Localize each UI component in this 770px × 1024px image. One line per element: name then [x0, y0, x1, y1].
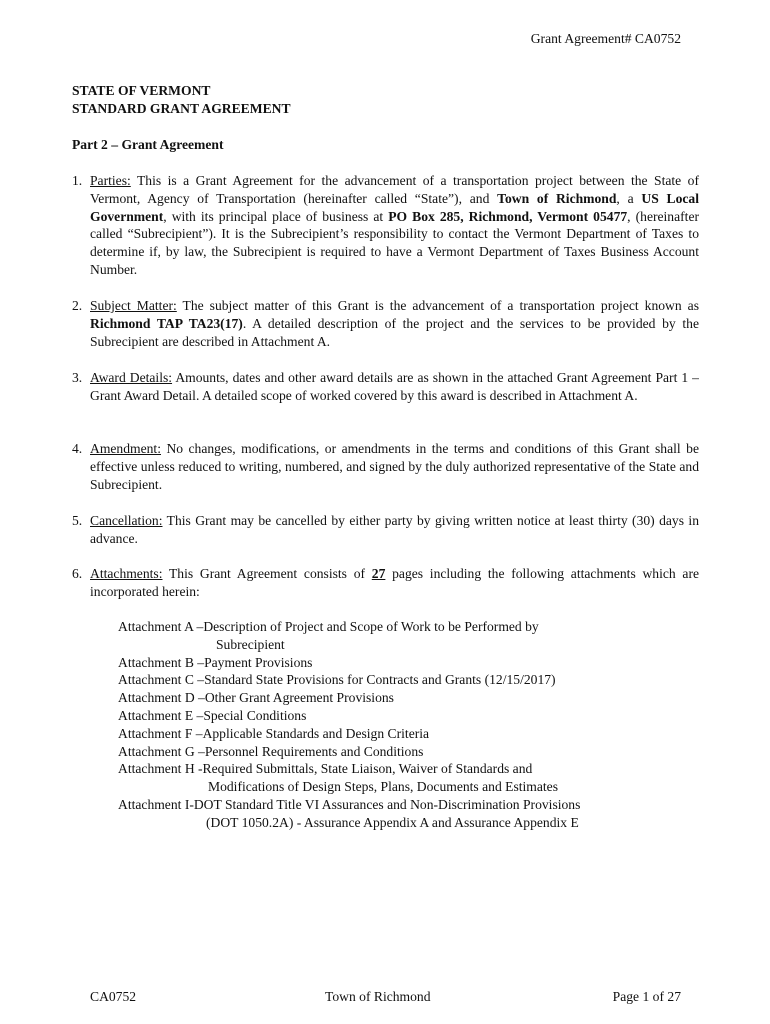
attachment-f: Attachment F –Applicable Standards and Design Criteria — [118, 725, 430, 741]
clause-number: 6. — [72, 566, 83, 581]
attachment-i-continued: (DOT 1050.2A) - Assurance Appendix A and Assurance Appendix E — [206, 814, 579, 830]
clause-text: The subject matter of this Grant is the advancement of a transportation project known as — [176, 298, 699, 313]
clause-text: , a — [616, 190, 642, 206]
attachment-a-continued: Subrecipient — [216, 636, 285, 652]
clause-text: pages including the following attachments which are incorporated herein: — [90, 566, 700, 599]
document-title — [72, 82, 291, 118]
clause-heading: Cancellation: — [90, 513, 163, 528]
footer-grantee: Town of Richmond — [325, 989, 431, 1004]
agreement-reference: Grant Agreement# CA0752 — [530, 31, 681, 46]
attachment-i: Attachment I-DOT Standard Title VI Assurances and Non-Discrimination Provisions — [118, 796, 581, 812]
clause-subject-matter — [72, 297, 699, 350]
clause-text: , (hereinafter called “Subrecipient”). It is the Subrecipient’s responsibility to contact the Vermont Department of Taxes to determine if, by law, the Subrecipient is required to have a Vermont Department of Taxes Business Account Number. — [90, 208, 700, 277]
attachment-h: Attachment H -Required Submittals, State Liaison, Waiver of Standards and — [118, 761, 533, 777]
clause-heading: Award Details: — [90, 370, 173, 385]
clause-text: Amounts, dates and other award details are as shown in the attached Grant Agreement Part 1 – Grant Award Detail. A detailed scope of worked covered by this award is described in Attachment A. — [90, 370, 699, 403]
clause-body — [90, 512, 699, 548]
clause-number: 4. — [72, 441, 83, 456]
clause-heading: Amendment: — [90, 441, 161, 456]
attachment-c: Attachment C –Standard State Provisions for Contracts and Grants (12/15/2017) — [118, 672, 556, 688]
clause-number: 3. — [72, 370, 83, 385]
clause-body — [90, 172, 699, 279]
attachment-b: Attachment B –Payment Provisions — [118, 654, 313, 670]
footer-agreement-id: CA0752 — [90, 989, 137, 1004]
clause-number: 1. — [72, 173, 83, 188]
clause-body — [90, 565, 699, 601]
clause-body — [90, 369, 699, 405]
clause-attachments — [72, 565, 699, 601]
clause-text: No changes, modifications, or amendments in the terms and conditions of this Grant shall be effective unless reduced to writing, numbered, and signed by the duly authorized representative of the State and Subrecipient. — [90, 441, 699, 492]
clause-parties — [72, 172, 699, 279]
clause-text: This Grant Agreement consists of — [162, 566, 372, 581]
subrecipient-name: Town of Richmond — [497, 190, 617, 206]
footer-page-number: Page 1 of 27 — [612, 989, 681, 1004]
clause-number: 5. — [72, 513, 83, 528]
clause-text: . A detailed description of the project and the services to be provided by the Subrecipient are described in Attachment A. — [90, 315, 699, 349]
project-name: Richmond TAP TA23(17) — [90, 315, 243, 331]
subrecipient-type: US Local Government — [90, 190, 700, 224]
clause-text: , with its principal place of business at — [163, 208, 389, 224]
attachment-e: Attachment E –Special Conditions — [118, 707, 307, 723]
clause-amendment — [72, 440, 699, 493]
subrecipient-address: PO Box 285, Richmond, Vermont 05477 — [388, 208, 628, 224]
clause-number: 2. — [72, 298, 83, 313]
page-count: 27 — [371, 566, 386, 581]
attachment-g: Attachment G –Personnel Requirements and Conditions — [118, 743, 424, 759]
part-title: Part 2 – Grant Agreement — [72, 137, 224, 152]
title-line-agreement: STANDARD GRANT AGREEMENT — [72, 100, 291, 116]
attachment-d: Attachment D –Other Grant Agreement Provisions — [118, 690, 394, 706]
attachment-list — [118, 618, 678, 832]
clause-cancellation — [72, 512, 699, 548]
clause-award-details — [72, 369, 699, 405]
title-line-state: STATE OF VERMONT — [72, 83, 211, 98]
clause-heading: Attachments: — [90, 566, 163, 581]
clause-heading: Subject Matter: — [90, 298, 177, 313]
clause-text: This Grant may be cancelled by either party by giving written notice at least thirty (30) days in advance. — [90, 513, 699, 546]
clause-text: This is a Grant Agreement for the advancement of a transportation project between the State of Vermont, Agency of Transportation (hereinafter called “State”), and — [90, 173, 699, 206]
attachment-a: Attachment A –Description of Project and Scope of Work to be Performed by — [118, 619, 539, 634]
clause-body — [90, 297, 699, 350]
clause-body — [90, 440, 699, 493]
clause-heading: Parties: — [90, 173, 131, 188]
attachment-h-continued: Modifications of Design Steps, Plans, Documents and Estimates — [208, 779, 558, 795]
